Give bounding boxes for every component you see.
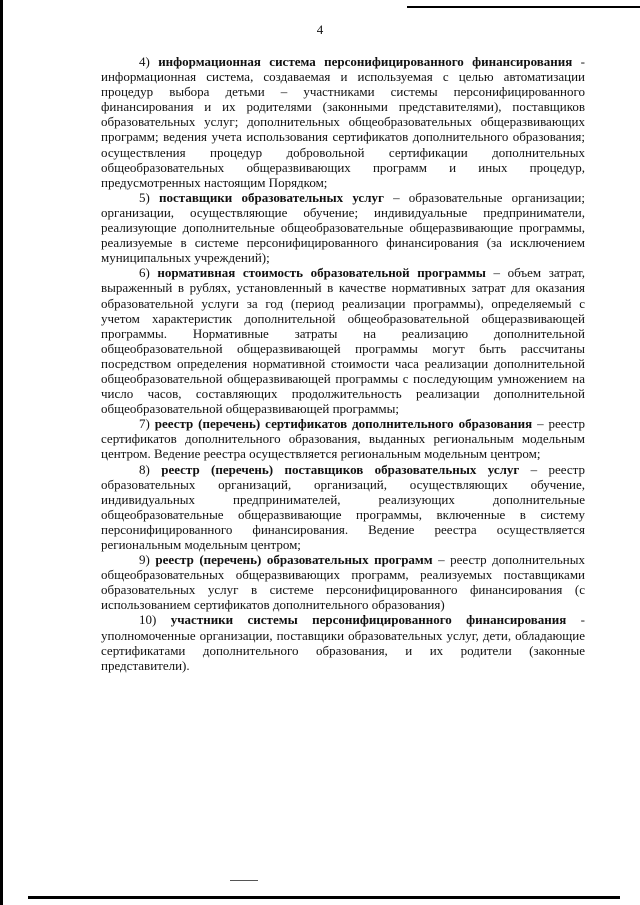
- definition-text: информационная система, создаваемая и используемая с целью автоматизации процедур выбора детьми – участниками системы персонифицированного финансирования и их родителями (законными представителями), поставщиков образовательных услуг; дополнительных общеобразовательных общеразвивающих программ; ведения учета использования сертификатов дополнительного образования; осуществления процедур добровольной сертификации дополнительных общеобразовательных общеразвивающих программ и иных процедур, предусмотренных настоящим Порядком;: [101, 69, 585, 190]
- definition-item: [101, 462, 585, 553]
- definition-item: [101, 612, 585, 672]
- defined-term: реестр (перечень) образовательных программ: [155, 552, 433, 568]
- defined-term: информационная система персонифицированного финансирования: [158, 54, 573, 69]
- scan-bottom-line: [28, 896, 620, 899]
- definition-item: [101, 552, 585, 612]
- item-number: 9): [139, 552, 150, 568]
- term-separator: –: [532, 416, 549, 432]
- item-number: 5): [139, 189, 150, 205]
- defined-term: реестр (перечень) сертификатов дополнительного образования: [154, 416, 533, 432]
- term-separator: –: [432, 552, 451, 568]
- item-number: 6): [139, 265, 150, 281]
- scan-left-edge: [0, 0, 3, 905]
- item-number: 10): [139, 612, 157, 628]
- defined-term: участники системы персонифицированного финансирования: [170, 612, 567, 628]
- defined-term: реестр (перечень) поставщиков образовательных услуг: [161, 461, 520, 477]
- term-separator: -: [566, 612, 586, 628]
- definition-item: [101, 265, 585, 416]
- page-number: 4: [316, 22, 324, 37]
- definition-item: [101, 416, 585, 461]
- term-separator: –: [383, 189, 409, 205]
- definition-item: [101, 54, 585, 190]
- term-separator: -: [572, 54, 585, 69]
- document-body: [101, 54, 585, 673]
- defined-term: нормативная стоимость образовательной программы: [157, 265, 486, 281]
- definition-text: объем затрат, выраженный в рублях, установленный в качестве нормативных затрат для оказания образовательной услуги за год (период реализации программы), определяемый с учетом характеристик дополнительной общеобразовательной общеразвивающей программы. Нормативные затраты на реализацию дополнительной общеобразовательной общеразвивающей программы могут быть рассчитаны посредством определения нормативной стоимости часа реализации дополнительной общеобразовательной общеразвивающей программы с последующим умножением на число часов, составляющих продолжительность реализации дополнительной общеобразовательной общеразвивающей программы;: [101, 265, 586, 417]
- item-number: 7): [139, 416, 150, 432]
- definition-text: реестр дополнительных общеобразовательных общеразвивающих программ, реализуемых поставщиками образовательных услуг в системе персонифицированного финансирования (с использованием сертификатов дополнительного образования): [101, 552, 585, 613]
- definition-text: уполномоченные организации, поставщики образовательных услуг, дети, обладающие сертификатами дополнительного образования, и их родители (законные представители).: [101, 627, 585, 673]
- defined-term: поставщики образовательных услуг: [159, 189, 384, 205]
- scan-top-line: [407, 6, 640, 8]
- item-number: 8): [139, 461, 150, 477]
- definition-text: образовательные организации; организации, осуществляющие обучение; индивидуальные предприниматели, реализующие дополнительные общеобразовательные общеразвивающие программы, реализуемые в системе персонифицированного финансирования (за исключением муниципальных учреждений);: [101, 189, 585, 266]
- definition-item: [101, 190, 585, 265]
- term-separator: –: [485, 265, 508, 281]
- definition-text: реестр сертификатов дополнительного образования, выданных региональным модельным центром. Ведение реестра осуществляется региональным модельным центром;: [101, 416, 586, 462]
- item-number: 4): [139, 54, 150, 69]
- definition-text: реестр образовательных организаций, организаций, осуществляющих обучение, индивидуальных предпринимателей, реализующих дополнительные общеобразовательные общеразвивающие программы, включенные в систему персонифицированного финансирования. Ведение реестра осуществляется региональным модельным центром;: [101, 461, 586, 552]
- term-separator: –: [519, 461, 549, 477]
- scan-artifact-dash: [230, 880, 258, 881]
